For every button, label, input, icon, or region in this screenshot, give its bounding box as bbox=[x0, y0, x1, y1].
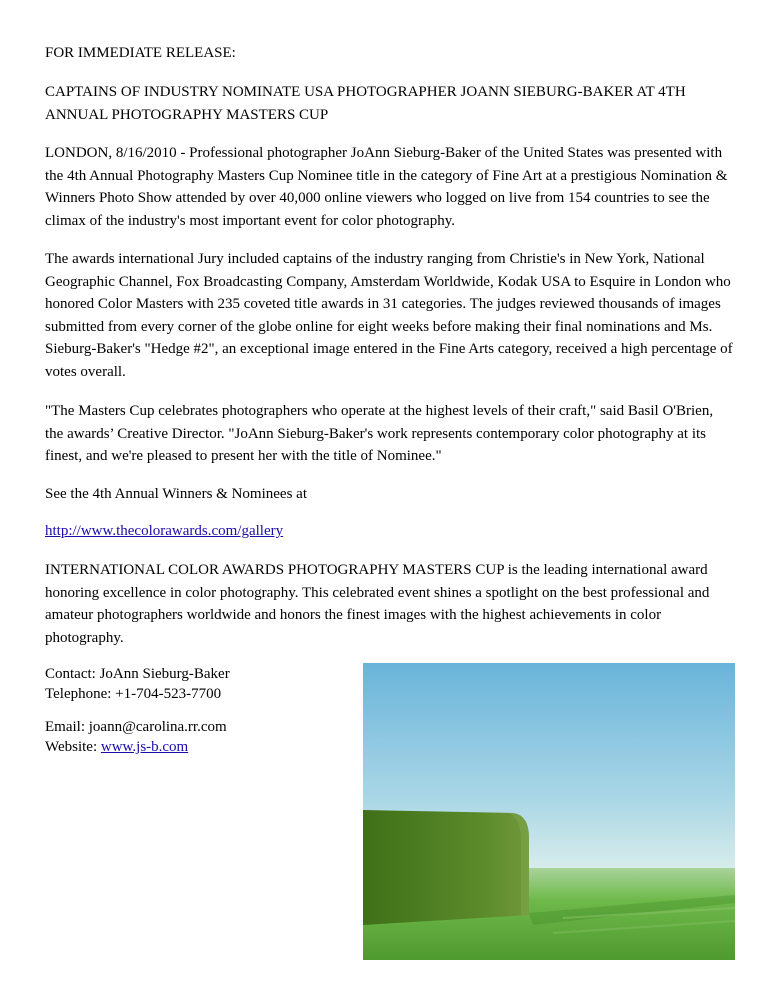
website-prefix: Website: bbox=[45, 739, 98, 755]
about-paragraph: INTERNATIONAL COLOR AWARDS PHOTOGRAPHY MASTERS CUP is the leading international award honoring excellence in color photography. This celebrated event shines a spotlight on the best professional and amateur photographers worldwide and honors the finest images with the highest achievements in color photography. bbox=[45, 562, 710, 646]
see-winners-text: See the 4th Annual Winners & Nominees at bbox=[45, 486, 307, 502]
contact-email: Email: joann@carolina.rr.com bbox=[45, 719, 227, 735]
headline: CAPTAINS OF INDUSTRY NOMINATE USA PHOTOGRAPHER JOANN SIEBURG-BAKER AT 4TH ANNUAL PHOTOGRAPHY MASTERS CUP bbox=[45, 84, 686, 123]
paragraph-1: LONDON, 8/16/2010 - Professional photographer JoAnn Sieburg-Baker of the United States was presented with the 4th Annual Photography Masters Cup Nominee title in the category of Fine Art at a prestigious Nomination & Winners Photo Show attended by over 40,000 online viewers who logged on live from 154 countries to see the climax of the industry's most important event for color photography. bbox=[45, 145, 728, 229]
contact-website bbox=[45, 737, 305, 757]
hedge-photo bbox=[363, 663, 735, 960]
website-link[interactable]: www.js-b.com bbox=[100, 739, 189, 755]
release-label: FOR IMMEDIATE RELEASE: bbox=[45, 45, 236, 61]
gallery-link[interactable]: http://www.thecolorawards.com/gallery bbox=[45, 523, 284, 539]
paragraph-3: "The Masters Cup celebrates photographers who operate at the highest levels of their craft," said Basil O'Brien, the awards’ Creative Director. "JoAnn Sieburg-Baker's work represents contemporary color photography at its finest, and we're pleased to present her with the title of Nominee." bbox=[45, 403, 714, 464]
contact-telephone: Telephone: +1-704-523-7700 bbox=[45, 686, 222, 702]
contact-name: Contact: JoAnn Sieburg-Baker bbox=[45, 666, 230, 682]
paragraph-2: The awards international Jury included captains of the industry ranging from Christie's in New York, National Geographic Channel, Fox Broadcasting Company, Amsterdam Worldwide, Kodak USA to Esquire in London who honored Color Masters with 235 coveted title awards in 31 categories. The judges reviewed thousands of images submitted from every corner of the globe online for eight weeks before making their final nominations and Ms. Sieburg-Baker's "Hedge #2", an exceptional image entered in the Fine Arts category, received a high percentage of votes overall. bbox=[45, 251, 733, 380]
gallery-link-line bbox=[45, 520, 735, 543]
